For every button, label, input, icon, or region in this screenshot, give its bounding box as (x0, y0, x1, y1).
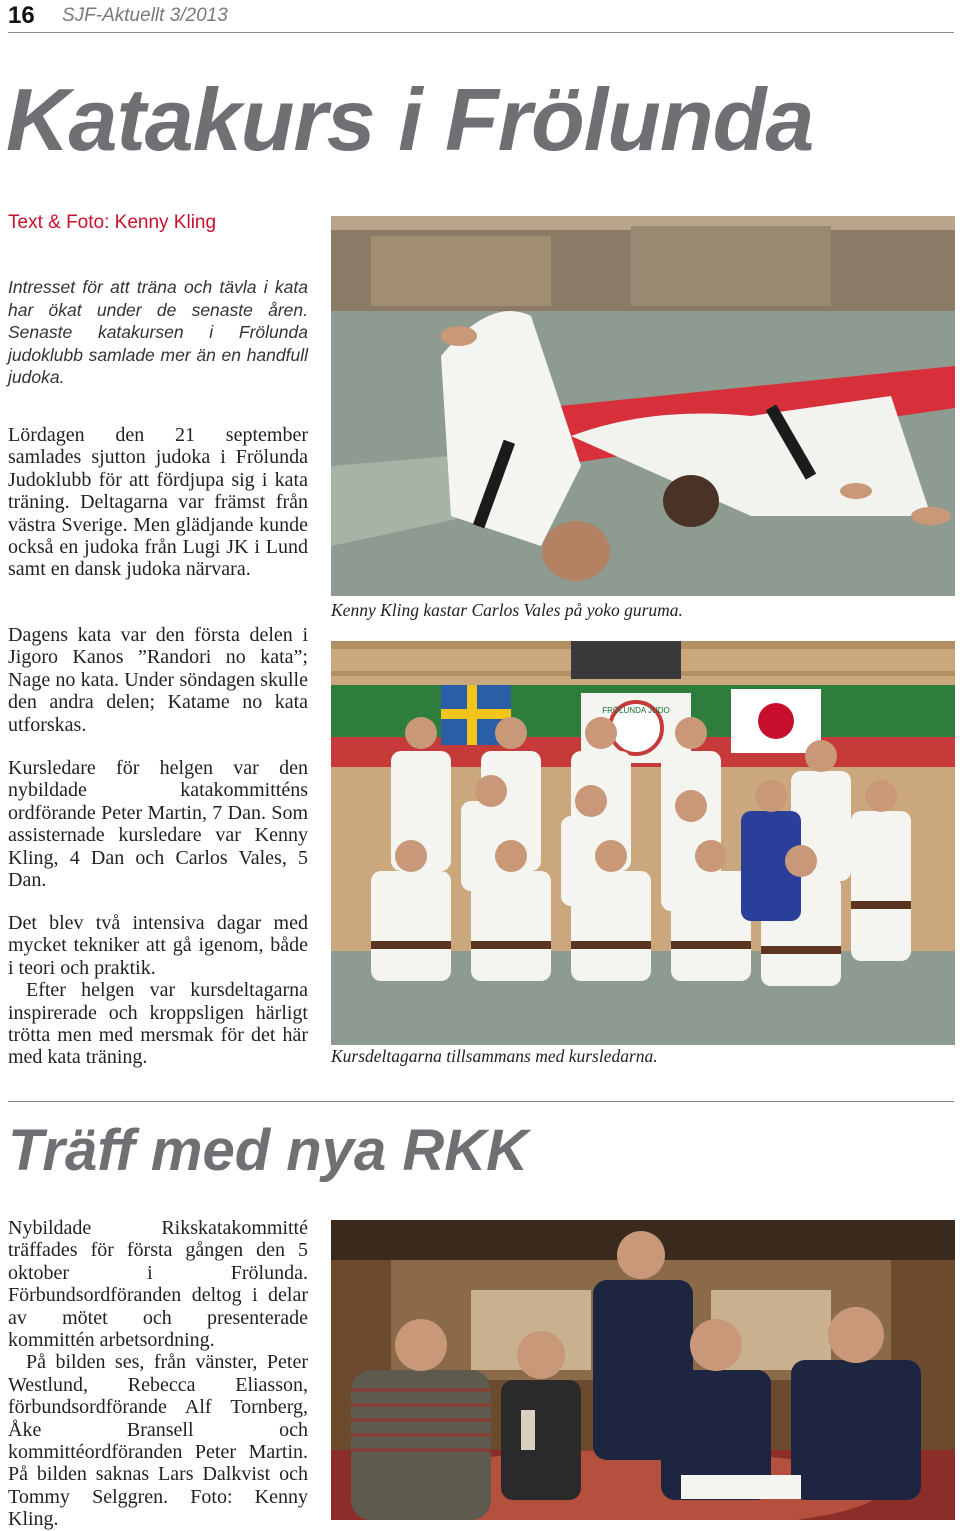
article-title: Katakurs i Frölunda (6, 70, 814, 169)
photo-group-image (331, 641, 955, 1045)
caption-group: Kursdeltagarna tillsammans med kursledarna. (331, 1046, 658, 1066)
body-paragraph-4 (8, 912, 308, 1069)
photo-group (331, 641, 955, 1045)
body-paragraph-2: Dagens kata var den första delen i Jigoro Kanos ”Randori no kata”; Nage no kata. Under söndagen skulle den andra delen; Katame no kata utforskas. (8, 624, 308, 736)
rkk-paragraph-1: Nybildade Rikskatakommitté träffades för första gången den 5 oktober i Frölunda. Förbundsordföranden deltog i delar av mötet och presenterade kommittén arbetsordning. (8, 1217, 308, 1352)
photo-judo-throw-image (331, 216, 955, 596)
body-paragraph-4b: Efter helgen var kursdeltagarna inspirerade och kroppsligen härligt trötta men med mersmak för det här med kata träning. (8, 979, 308, 1069)
section-divider (8, 1101, 954, 1102)
lead-paragraph: Intresset för att träna och tävla i kata har ökat under de senaste åren. Senaste katakursen i Frölunda judoklubb samlade mer än en handfull judoka. (8, 277, 308, 387)
publication-name: SJF-Aktuellt 3/2013 (62, 5, 228, 26)
photo-committee (331, 1220, 955, 1520)
article-title-2: Träff med nya RKK (8, 1118, 528, 1183)
page-number: 16 (8, 2, 35, 29)
rkk-paragraph-2: På bilden ses, från vänster, Peter Westlund, Rebecca Eliasson, förbundsordförande Alf Tornberg, Åke Bransell och kommittéordföranden Peter Martin. På bilden saknas Lars Dalkvist och Tommy Selggren. Foto: Kenny Kling. (8, 1351, 308, 1531)
page-header (8, 0, 954, 33)
photo-judo-throw (331, 216, 955, 596)
caption-throw: Kenny Kling kastar Carlos Vales på yoko guruma. (331, 600, 683, 620)
photo-committee-image (331, 1220, 955, 1520)
body-paragraph-4a: Det blev två intensiva dagar med mycket tekniker att gå igenom, både i teori och praktik. (8, 912, 308, 979)
body-paragraph-3: Kursledare för helgen var den nybildade katakommitténs ordförande Peter Martin, 7 Dan. Som assisternade kursledare var Kenny Kling, 4 Dan och Carlos Vales, 5 Dan. (8, 757, 308, 892)
byline: Text & Foto: Kenny Kling (8, 212, 217, 233)
photo-sign-text: FRÖLUNDA JUDO (602, 706, 670, 715)
body-paragraph-rkk (8, 1217, 308, 1531)
body-paragraph-1: Lördagen den 21 september samlades sjutton judoka i Frölunda Judoklubb för att fördjupa sig i kata träning. Deltagarna var främst från västra Sverige. Men glädjande kunde också en judoka från Lugi JK i Lund samt en dansk judoka närvara. (8, 424, 308, 581)
